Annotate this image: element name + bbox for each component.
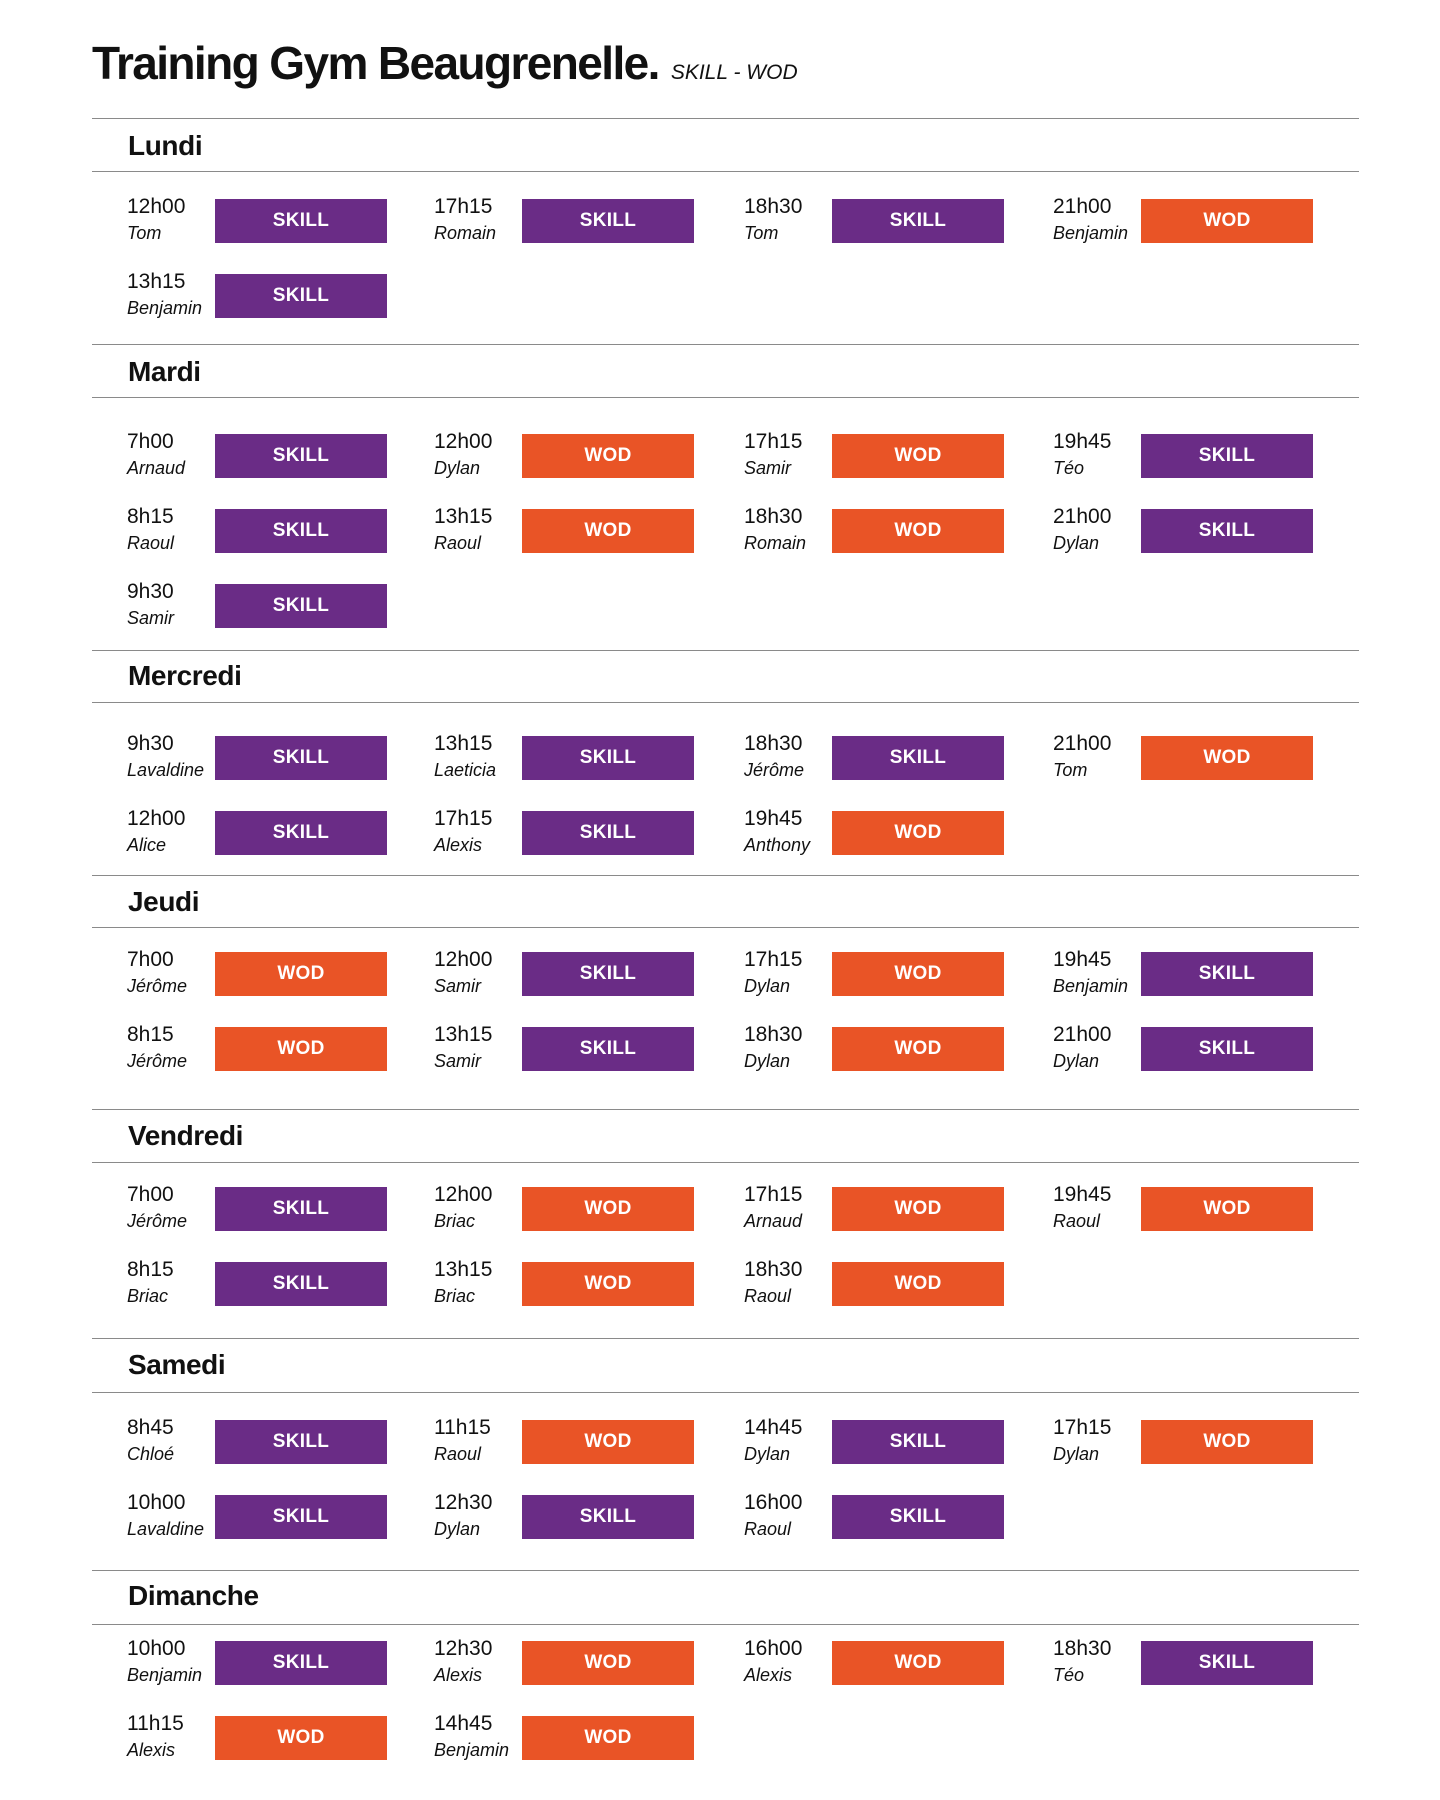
session-coach: Arnaud — [744, 1211, 803, 1231]
session-type-badge: WOD — [1141, 199, 1313, 243]
session-type-badge: WOD — [522, 1420, 694, 1464]
session-coach: Raoul — [434, 533, 482, 553]
session-coach: Raoul — [1053, 1211, 1101, 1231]
session-coach: Raoul — [744, 1286, 792, 1306]
session-type-badge: WOD — [832, 952, 1004, 996]
session-time: 12h30 — [434, 1491, 493, 1514]
session-coach: Alexis — [127, 1740, 176, 1760]
session-type-badge: SKILL — [522, 952, 694, 996]
session-type-badge: WOD — [215, 1027, 387, 1071]
session-time: 10h00 — [127, 1491, 186, 1514]
session-slot — [744, 1183, 1044, 1239]
session-slot — [744, 505, 1044, 561]
session-slot — [434, 1491, 734, 1547]
session-type-badge: WOD — [215, 1716, 387, 1760]
session-slot — [744, 1416, 1044, 1472]
session-slot — [1053, 195, 1353, 251]
session-slot — [127, 1416, 427, 1472]
session-time: 13h15 — [434, 1258, 493, 1281]
session-time: 16h00 — [744, 1637, 803, 1660]
session-time: 18h30 — [744, 1023, 803, 1046]
session-type-badge: WOD — [522, 1187, 694, 1231]
session-slot — [434, 195, 734, 251]
session-coach: Raoul — [744, 1519, 792, 1539]
session-time: 8h45 — [127, 1416, 174, 1439]
session-type-badge: SKILL — [215, 811, 387, 855]
session-time: 19h45 — [744, 807, 803, 830]
divider — [92, 1162, 1359, 1163]
session-time: 12h00 — [434, 1183, 493, 1206]
session-type-badge: WOD — [832, 434, 1004, 478]
session-type-badge: SKILL — [215, 1495, 387, 1539]
session-type-badge: WOD — [1141, 1420, 1313, 1464]
session-time: 17h15 — [434, 195, 493, 218]
session-time: 17h15 — [744, 948, 803, 971]
session-coach: Dylan — [434, 1519, 481, 1539]
session-type-badge: WOD — [832, 1187, 1004, 1231]
session-coach: Benjamin — [1053, 223, 1129, 243]
session-slot — [127, 1637, 427, 1693]
session-time: 12h00 — [127, 195, 186, 218]
session-type-badge: WOD — [832, 811, 1004, 855]
session-time: 7h00 — [127, 430, 174, 453]
session-type-badge: WOD — [1141, 736, 1313, 780]
session-time: 17h15 — [744, 430, 803, 453]
session-type-badge: SKILL — [215, 509, 387, 553]
session-coach: Tom — [1053, 760, 1088, 780]
day-title-mardi: Mardi — [128, 356, 201, 387]
session-slot — [1053, 948, 1353, 1004]
session-coach: Raoul — [434, 1444, 482, 1464]
session-time: 21h00 — [1053, 732, 1112, 755]
session-coach: Romain — [744, 533, 807, 553]
session-coach: Raoul — [127, 533, 175, 553]
session-type-badge: SKILL — [215, 434, 387, 478]
session-slot — [434, 948, 734, 1004]
session-type-badge: SKILL — [1141, 434, 1313, 478]
session-time: 14h45 — [744, 1416, 803, 1439]
session-type-badge: SKILL — [522, 811, 694, 855]
day-title-dimanche: Dimanche — [128, 1580, 259, 1611]
day-title-samedi: Samedi — [128, 1349, 226, 1380]
session-coach: Arnaud — [127, 458, 186, 478]
session-type-badge: WOD — [522, 1641, 694, 1685]
divider — [92, 118, 1359, 119]
session-coach: Briac — [434, 1286, 476, 1306]
session-type-badge: WOD — [1141, 1187, 1313, 1231]
session-coach: Alexis — [744, 1665, 793, 1685]
session-slot — [744, 1491, 1044, 1547]
session-type-badge: SKILL — [1141, 1027, 1313, 1071]
session-type-badge: SKILL — [832, 1420, 1004, 1464]
session-type-badge: SKILL — [215, 736, 387, 780]
session-time: 11h15 — [434, 1416, 491, 1439]
day-title-mercredi: Mercredi — [128, 660, 242, 691]
session-coach: Samir — [434, 976, 482, 996]
divider — [92, 702, 1359, 703]
session-time: 13h15 — [434, 732, 493, 755]
session-type-badge: SKILL — [832, 1495, 1004, 1539]
session-time: 13h15 — [434, 505, 493, 528]
day-title-vendredi: Vendredi — [128, 1120, 244, 1151]
session-time: 21h00 — [1053, 505, 1112, 528]
session-coach: Jérôme — [127, 1211, 188, 1231]
session-coach: Dylan — [744, 1051, 791, 1071]
session-type-badge: WOD — [215, 952, 387, 996]
session-coach: Samir — [127, 608, 175, 628]
session-slot — [744, 1258, 1044, 1314]
session-coach: Tom — [127, 223, 162, 243]
session-coach: Benjamin — [127, 298, 203, 318]
session-coach: Benjamin — [1053, 976, 1129, 996]
session-slot — [127, 807, 427, 863]
divider — [92, 1109, 1359, 1110]
session-time: 9h30 — [127, 580, 174, 603]
session-type-badge: WOD — [522, 1262, 694, 1306]
page-subtitle: SKILL - WOD — [670, 61, 798, 84]
session-coach: Briac — [434, 1211, 476, 1231]
session-slot — [744, 948, 1044, 1004]
session-slot — [434, 1023, 734, 1079]
session-coach: Tom — [744, 223, 779, 243]
session-time: 7h00 — [127, 948, 174, 971]
session-type-badge: SKILL — [1141, 1641, 1313, 1685]
session-slot — [127, 948, 427, 1004]
divider — [92, 397, 1359, 398]
session-slot — [127, 1491, 427, 1547]
session-coach: Romain — [434, 223, 497, 243]
session-time: 21h00 — [1053, 195, 1112, 218]
day-title-jeudi: Jeudi — [128, 886, 200, 917]
session-time: 12h00 — [127, 807, 186, 830]
session-time: 11h15 — [127, 1712, 184, 1735]
session-type-badge: SKILL — [522, 199, 694, 243]
session-slot — [127, 1258, 427, 1314]
session-coach: Jérôme — [127, 1051, 188, 1071]
session-time: 7h00 — [127, 1183, 174, 1206]
session-slot — [127, 1712, 427, 1768]
session-coach: Samir — [434, 1051, 482, 1071]
divider — [92, 927, 1359, 928]
session-time: 19h45 — [1053, 948, 1112, 971]
session-time: 17h15 — [1053, 1416, 1112, 1439]
session-time: 8h15 — [127, 1023, 174, 1046]
session-time: 18h30 — [744, 1258, 803, 1281]
session-time: 18h30 — [1053, 1637, 1112, 1660]
session-coach: Dylan — [1053, 1051, 1100, 1071]
session-slot — [1053, 505, 1353, 561]
page-title: Training Gym Beaugrenelle. — [92, 37, 659, 89]
session-time: 19h45 — [1053, 430, 1112, 453]
session-time: 16h00 — [744, 1491, 803, 1514]
session-slot — [127, 1183, 427, 1239]
session-time: 17h15 — [744, 1183, 803, 1206]
session-time: 13h15 — [434, 1023, 493, 1046]
session-type-badge: SKILL — [832, 199, 1004, 243]
session-time: 17h15 — [434, 807, 493, 830]
session-type-badge: SKILL — [215, 1641, 387, 1685]
session-slot — [1053, 1183, 1353, 1239]
session-slot — [1053, 1416, 1353, 1472]
divider — [92, 1392, 1359, 1393]
session-type-badge: SKILL — [522, 736, 694, 780]
session-time: 18h30 — [744, 195, 803, 218]
day-title-lundi: Lundi — [128, 130, 203, 161]
session-slot — [744, 195, 1044, 251]
divider — [92, 650, 1359, 651]
session-coach: Benjamin — [434, 1740, 510, 1760]
session-type-badge: SKILL — [215, 1262, 387, 1306]
session-slot — [744, 1023, 1044, 1079]
session-coach: Dylan — [1053, 533, 1100, 553]
session-type-badge: SKILL — [215, 274, 387, 318]
divider — [92, 1624, 1359, 1625]
session-coach: Lavaldine — [127, 1519, 205, 1539]
session-coach: Chloé — [127, 1444, 175, 1464]
session-coach: Alice — [127, 835, 167, 855]
session-time: 18h30 — [744, 505, 803, 528]
session-coach: Lavaldine — [127, 760, 205, 780]
session-slot — [434, 732, 734, 788]
divider — [92, 875, 1359, 876]
session-slot — [434, 505, 734, 561]
session-type-badge: WOD — [832, 509, 1004, 553]
session-coach: Anthony — [744, 835, 811, 855]
session-coach: Téo — [1053, 1665, 1085, 1685]
session-type-badge: SKILL — [215, 199, 387, 243]
session-coach: Dylan — [434, 458, 481, 478]
session-type-badge: SKILL — [1141, 952, 1313, 996]
session-coach: Samir — [744, 458, 792, 478]
session-type-badge: SKILL — [1141, 509, 1313, 553]
session-slot — [744, 1637, 1044, 1693]
session-slot — [744, 807, 1044, 863]
session-slot — [127, 732, 427, 788]
session-coach: Alexis — [434, 835, 483, 855]
session-time: 21h00 — [1053, 1023, 1112, 1046]
session-slot — [127, 430, 427, 486]
session-slot — [434, 1416, 734, 1472]
session-time: 19h45 — [1053, 1183, 1112, 1206]
session-slot — [434, 1258, 734, 1314]
divider — [92, 344, 1359, 345]
session-coach: Laeticia — [434, 760, 497, 780]
divider — [92, 171, 1359, 172]
session-type-badge: WOD — [832, 1262, 1004, 1306]
divider — [92, 1570, 1359, 1571]
session-slot — [1053, 430, 1353, 486]
session-type-badge: WOD — [522, 434, 694, 478]
session-type-badge: SKILL — [215, 1420, 387, 1464]
session-type-badge: SKILL — [522, 1027, 694, 1071]
session-slot — [1053, 1637, 1353, 1693]
session-slot — [127, 195, 427, 251]
session-slot — [1053, 732, 1353, 788]
session-slot — [434, 430, 734, 486]
session-time: 12h00 — [434, 430, 493, 453]
session-slot — [127, 580, 427, 636]
session-type-badge: SKILL — [215, 584, 387, 628]
session-slot — [434, 1712, 734, 1768]
session-time: 10h00 — [127, 1637, 186, 1660]
session-slot — [127, 270, 427, 326]
session-slot — [127, 1023, 427, 1079]
session-slot — [744, 732, 1044, 788]
session-time: 14h45 — [434, 1712, 493, 1735]
session-coach: Dylan — [744, 1444, 791, 1464]
session-slot — [434, 1183, 734, 1239]
session-coach: Briac — [127, 1286, 169, 1306]
session-time: 8h15 — [127, 1258, 174, 1281]
session-type-badge: WOD — [832, 1027, 1004, 1071]
session-coach: Dylan — [1053, 1444, 1100, 1464]
session-coach: Jérôme — [744, 760, 805, 780]
session-time: 13h15 — [127, 270, 186, 293]
session-type-badge: SKILL — [215, 1187, 387, 1231]
session-type-badge: SKILL — [522, 1495, 694, 1539]
page-header — [92, 36, 798, 90]
session-type-badge: SKILL — [832, 736, 1004, 780]
session-time: 12h00 — [434, 948, 493, 971]
session-type-badge: WOD — [832, 1641, 1004, 1685]
session-slot — [434, 807, 734, 863]
session-coach: Dylan — [744, 976, 791, 996]
session-time: 12h30 — [434, 1637, 493, 1660]
session-slot — [744, 430, 1044, 486]
session-time: 9h30 — [127, 732, 174, 755]
session-coach: Benjamin — [127, 1665, 203, 1685]
session-coach: Téo — [1053, 458, 1085, 478]
session-slot — [127, 505, 427, 561]
session-coach: Jérôme — [127, 976, 188, 996]
session-slot — [1053, 1023, 1353, 1079]
session-type-badge: WOD — [522, 1716, 694, 1760]
session-time: 18h30 — [744, 732, 803, 755]
session-type-badge: WOD — [522, 509, 694, 553]
divider — [92, 1338, 1359, 1339]
session-coach: Alexis — [434, 1665, 483, 1685]
session-slot — [434, 1637, 734, 1693]
session-time: 8h15 — [127, 505, 174, 528]
